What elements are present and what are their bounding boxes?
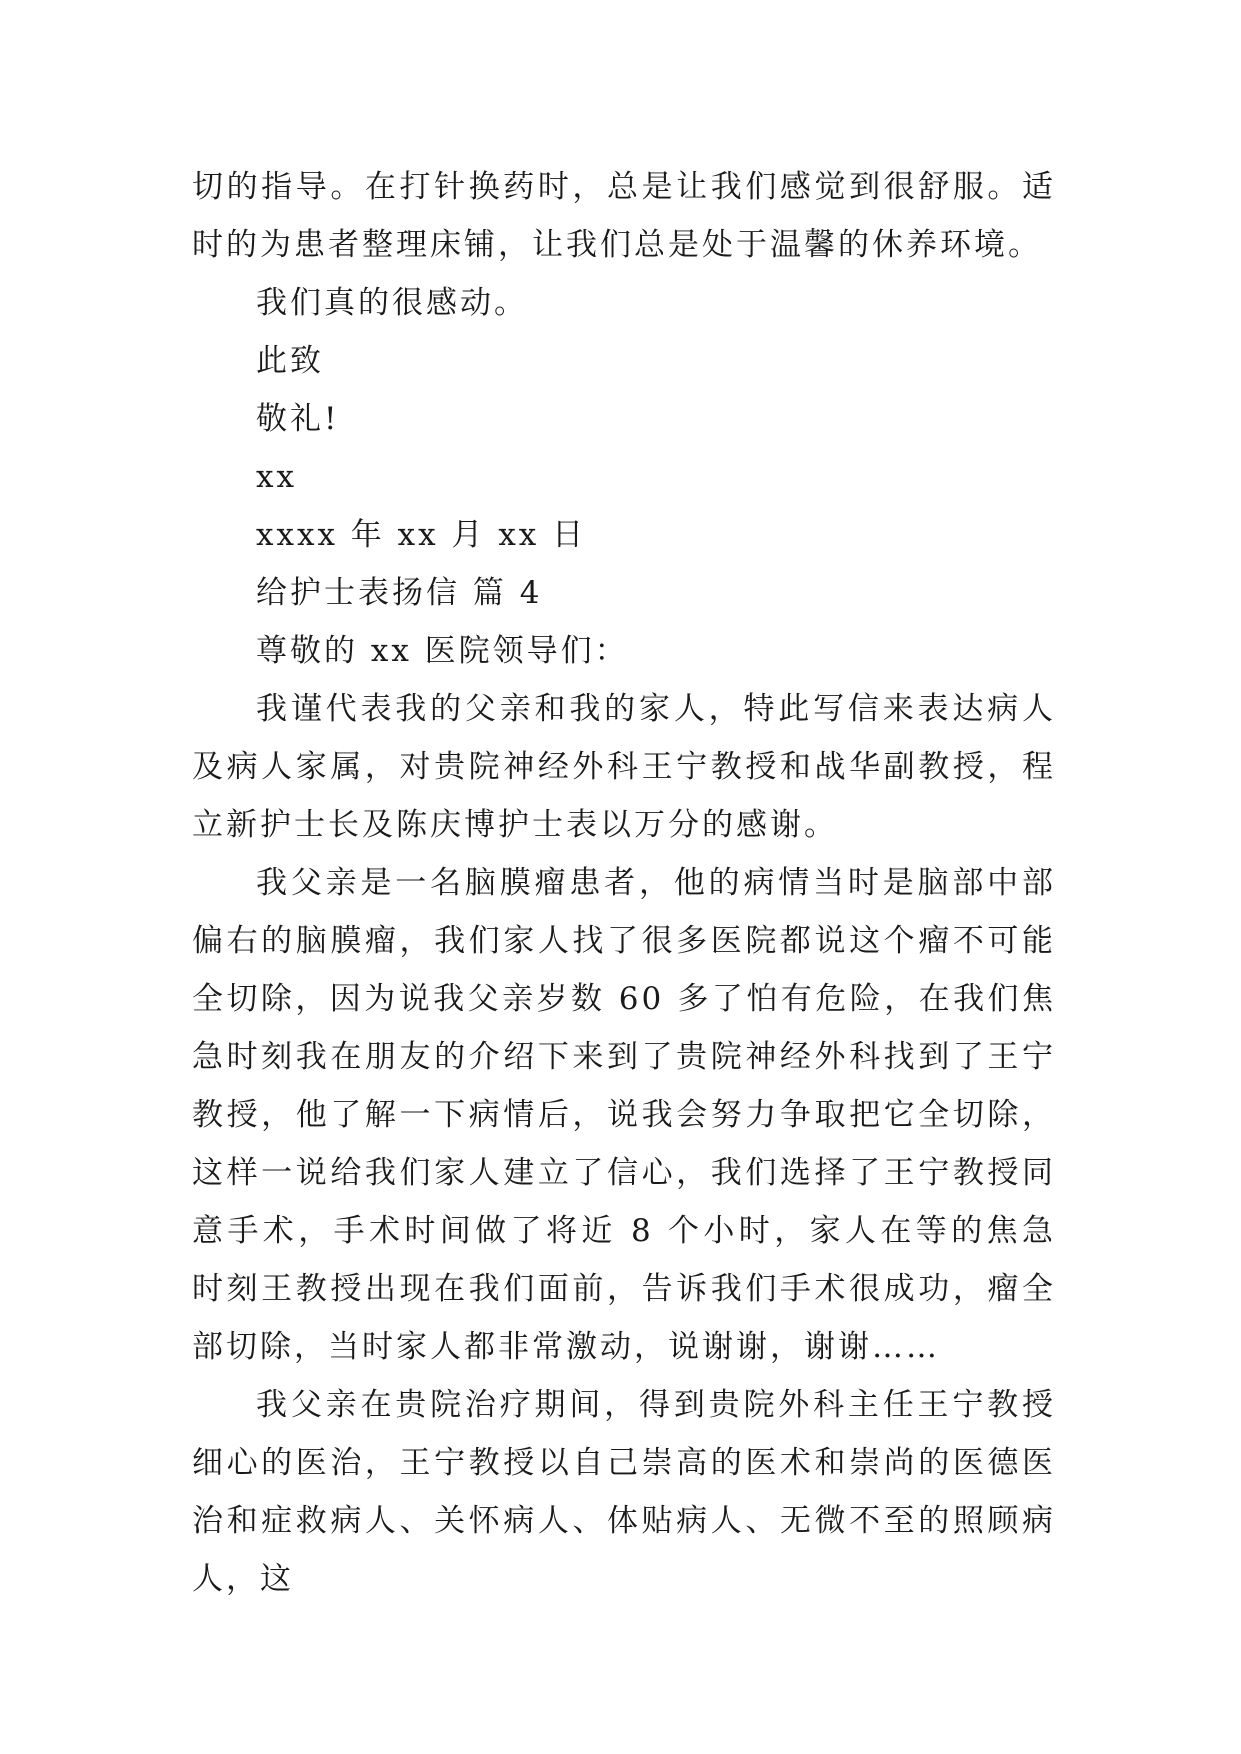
closing-salutation: 此致: [256, 343, 324, 379]
document-body: [192, 158, 1056, 1608]
closing-regards: 敬礼!: [256, 401, 340, 437]
section-heading: 给护士表扬信 篇 4: [256, 575, 543, 611]
paragraph: 我们真的很感动。: [256, 285, 528, 321]
paragraph: 我谨代表我的父亲和我的家人，特此写信来表达病人及病人家属，对贵院神经外科王宁教授和战华副教授，程立新护士长及陈庆博护士表以万分的感谢。: [192, 691, 1056, 843]
date-line: xxxx 年 xx 月 xx 日: [256, 517, 587, 553]
paragraph: 我父亲在贵院治疗期间，得到贵院外科主任王宁教授细心的医治，王宁教授以自己崇高的医术和崇尚的医德医治和症救病人、关怀病人、体贴病人、无微不至的照顾病人，这: [192, 1387, 1056, 1597]
signature: xx: [256, 459, 297, 495]
paragraph: 切的指导。在打针换药时，总是让我们感觉到很舒服。适时的为患者整理床铺，让我们总是处于温馨的休养环境。: [192, 169, 1056, 263]
paragraph: 我父亲是一名脑膜瘤患者，他的病情当时是脑部中部偏右的脑膜瘤，我们家人找了很多医院都说这个瘤不可能全切除，因为说我父亲岁数 60 多了怕有危险，在我们焦急时刻我在朋友的介绍下来到了贵院神经外科找到了王宁教授，他了解一下病情后，说我会努力争取把它全切除，这样一说给我们家人建立了信心，我们选择了王宁教授同意手术，手术时间做了将近 8 个小时，家人在等的焦急时刻王教授出现在我们面前，告诉我们手术很成功，瘤全部切除，当时家人都非常激动，说谢谢，谢谢……: [192, 865, 1056, 1365]
letter-greeting: 尊敬的 xx 医院领导们：: [256, 633, 629, 669]
